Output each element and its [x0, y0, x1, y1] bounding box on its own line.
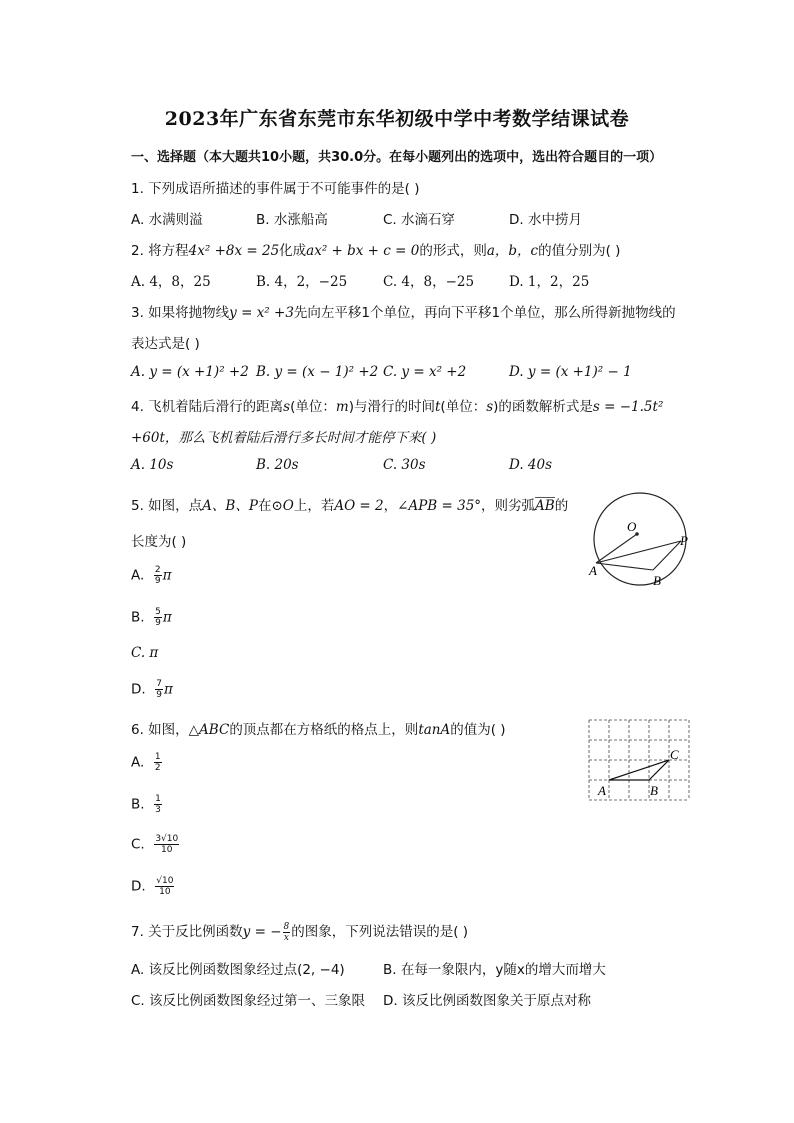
- label-P: P: [680, 533, 688, 548]
- q5-a-numerator: 2: [154, 565, 161, 575]
- section-heading: 一、选择题（本大题共10小题，共30.0分。在每小题列出的选项中，选出符合题目的一项）: [131, 150, 663, 165]
- q4-text-1: 4. 飞机着陆后滑行的距离: [131, 399, 284, 415]
- q2-equation: 4x² +8x = 25: [188, 243, 280, 259]
- q3-text-1: 3. 如果将抛物线: [131, 305, 230, 321]
- q4-text-5: )的函数解析式是: [493, 399, 593, 415]
- q5-b-numerator: 5: [155, 607, 161, 617]
- label-B: B: [650, 783, 658, 798]
- segment-AP: [596, 541, 681, 563]
- q5-text-1: 5. 如图，点: [131, 498, 203, 514]
- q6-option-c-label: C.: [131, 836, 145, 853]
- q3-option-d: D. y = (x +1)² − 1: [509, 364, 632, 380]
- q5-b-pi: π: [162, 609, 172, 626]
- q6-option-d: [131, 876, 175, 897]
- q5-option-a-fraction: [154, 565, 162, 586]
- label-A: A: [598, 783, 606, 798]
- q6-text-1: 6. 如图，: [131, 722, 189, 738]
- q7-denominator: x: [283, 932, 289, 943]
- q6-c-denominator: 10: [161, 845, 173, 855]
- q7-numerator: 8: [283, 921, 290, 932]
- q5-text-2: 在: [257, 498, 272, 514]
- q5-option-b: [131, 607, 172, 628]
- q2-general-form: ax² + bx + c = 0: [306, 243, 420, 259]
- grid-figure: [588, 719, 692, 803]
- q5-d-denominator: 9: [156, 690, 163, 700]
- q6-option-b-fraction: [154, 794, 162, 815]
- q6-option-b: [131, 794, 163, 815]
- q6-a-numerator: 1: [154, 752, 161, 762]
- q3-option-b: B. y = (x − 1)² +2: [256, 364, 379, 380]
- q7-text-1: 7. 关于反比例函数: [131, 924, 243, 940]
- q5-points: A、B、P: [202, 498, 258, 514]
- q6-option-a: [131, 752, 163, 773]
- q6-option-d-fraction: [155, 876, 174, 897]
- q7-option-d: D. 该反比例函数图象关于原点对称: [383, 993, 591, 1009]
- circle-outline: [594, 493, 686, 585]
- q6-option-c: [131, 834, 180, 855]
- circle-figure: [586, 492, 696, 588]
- page-title: 2023年广东省东莞市东华初级中学中考数学结课试卷: [164, 108, 630, 130]
- q3-option-c: C. y = x² +2: [383, 364, 467, 380]
- q4-option-d: D. 40s: [509, 457, 553, 473]
- q5-b-denominator: 9: [155, 618, 161, 628]
- q6-text-2: 的顶点都在方格纸的格点上，则: [229, 722, 419, 738]
- q5-option-d: [131, 679, 173, 700]
- q5-d-pi: π: [164, 681, 173, 698]
- q6-c-numerator: 3√10: [155, 834, 179, 844]
- q4-var-t: t: [434, 399, 441, 415]
- q2-option-b: B. 4，2，−25: [256, 274, 348, 290]
- segment-AO: [596, 534, 637, 563]
- q2-vars: a，b，c: [486, 243, 539, 259]
- q1-option-d: D. 水中捞月: [509, 212, 582, 228]
- question-3-stem-line-2: 表达式是( ): [131, 336, 200, 352]
- q4-equation: s = −1.5t²: [592, 399, 664, 415]
- q5-cond-1: AO = 2: [334, 498, 384, 514]
- q1-option-c: C. 水滴石穿: [383, 212, 456, 228]
- q3-option-a: A. y = (x +1)² +2: [131, 364, 249, 380]
- q4-option-c: C. 30s: [383, 457, 426, 473]
- question-6-stem: [131, 718, 506, 738]
- question-4-stem: [131, 395, 663, 415]
- question-1-stem: 1. 下列成语所描述的事件属于不可能事件的是( ): [131, 181, 420, 197]
- q6-b-numerator: 1: [155, 794, 161, 804]
- q5-option-b-fraction: [154, 607, 162, 628]
- q6-option-a-label: A.: [131, 754, 145, 771]
- q4-text-3: )与滑行的时间: [348, 399, 435, 415]
- q5-circle: ⊙O: [271, 498, 294, 514]
- question-2-stem: [131, 239, 620, 259]
- q6-d-denominator: 10: [159, 887, 171, 897]
- question-5-stem-line-2: 长度为( ): [131, 534, 187, 550]
- question-5-stem: [131, 494, 568, 514]
- q5-option-c: C. π: [131, 645, 159, 661]
- question-4-stem-line-2: +60t，那么飞机着陆后滑行多长时间才能停下来( ): [131, 430, 437, 446]
- q5-option-a-label: A.: [131, 567, 145, 584]
- q4-option-a: A. 10s: [131, 457, 174, 473]
- q5-text-5: ，则劣弧: [481, 498, 536, 514]
- q6-option-c-fraction: [154, 834, 179, 855]
- q2-text-2: 化成: [279, 243, 307, 259]
- label-O: O: [627, 519, 637, 534]
- q6-text-3: 的值为( ): [450, 722, 506, 738]
- q4-var-s: s: [283, 399, 291, 415]
- q5-d-numerator: 7: [156, 679, 163, 689]
- q1-option-a: A. 水满则溢: [131, 212, 203, 228]
- q5-option-d-fraction: [155, 679, 163, 700]
- q4-unit-s: s: [486, 399, 494, 415]
- q7-text-2: 的图象，下列说法错误的是( ): [291, 924, 469, 940]
- q7-option-b: B. 在每一象限内，y随x的增大而增大: [383, 962, 606, 978]
- q6-option-a-fraction: [154, 752, 162, 773]
- question-7-stem: [131, 920, 468, 943]
- q5-option-d-label: D.: [131, 681, 146, 698]
- q4-unit-m: m: [335, 399, 349, 415]
- q2-text-4: 的值分别为( ): [538, 243, 621, 259]
- q4-text-4: (单位：: [440, 399, 487, 415]
- q5-text-3: 上，若: [293, 498, 335, 514]
- q5-a-pi: π: [162, 567, 172, 584]
- q5-a-denominator: 9: [154, 576, 161, 586]
- q6-tan: tanA: [418, 722, 451, 738]
- q5-text-4: ，: [383, 498, 398, 514]
- q2-option-a: A. 4，8，25: [131, 274, 211, 290]
- q6-option-d-label: D.: [131, 878, 146, 895]
- q5-option-a: [131, 565, 172, 586]
- q6-d-numerator: √10: [156, 876, 174, 886]
- q2-option-c: C. 4，8，−25: [383, 274, 475, 290]
- q7-option-a: A. 该反比例函数图象经过点(2, −4): [131, 962, 345, 978]
- q2-text-1: 2. 将方程: [131, 243, 189, 259]
- q6-a-denominator: 2: [154, 763, 161, 773]
- q3-equation: y = x² +3: [229, 305, 294, 321]
- q5-text-6: 的: [554, 498, 569, 514]
- q5-arc-label: AB: [535, 498, 555, 514]
- q6-option-b-label: B.: [131, 796, 145, 813]
- q5-cond-2: ∠APB = 35°: [397, 498, 482, 514]
- triangle-ABC: [609, 760, 669, 780]
- q4-option-b: B. 20s: [256, 457, 299, 473]
- q6-b-denominator: 3: [155, 805, 161, 815]
- q1-option-b: B. 水涨船高: [256, 212, 328, 228]
- q2-text-3: 的形式，则: [419, 243, 487, 259]
- question-3-stem: [131, 301, 676, 321]
- q2-option-d: D. 1，2，25: [509, 274, 590, 290]
- label-B: B: [653, 573, 661, 588]
- q3-text-2: 先向左平移1个单位，再向下平移1个单位，那么所得新抛物线的: [293, 305, 676, 321]
- label-A: A: [589, 563, 597, 578]
- q7-equation: y = −: [242, 924, 282, 940]
- label-C: C: [670, 747, 679, 762]
- q7-fraction: [283, 922, 291, 943]
- q4-text-2: (单位：: [290, 399, 336, 415]
- q5-option-b-label: B.: [131, 609, 145, 626]
- q6-triangle: △ABC: [188, 722, 230, 738]
- q7-option-c: C. 该反比例函数图象经过第一、三象限: [131, 993, 366, 1009]
